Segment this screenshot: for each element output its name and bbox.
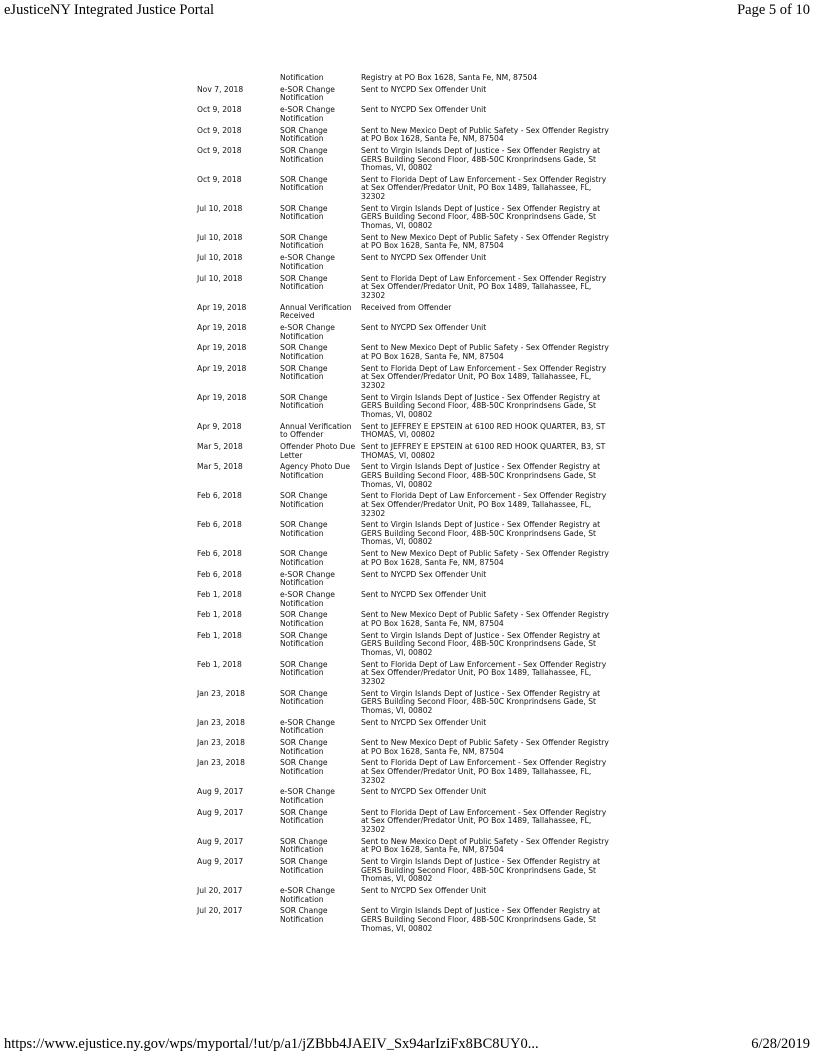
row-description: Sent to Virgin Islands Dept of Justice - Sex Offender Registry at GERS Building Second Floor, 48B-50C Kronprindsens Gade, St Thomas, VI, 00802 <box>361 203 601 231</box>
table-row <box>197 571 617 588</box>
table-row <box>197 858 617 884</box>
row-description: Sent to New Mexico Dept of Public Safety - Sex Offender Registry at PO Box 1628, Santa Fe, NM, 87504 <box>361 549 609 567</box>
row-description: Sent to Virgin Islands Dept of Justice - Sex Offender Registry at GERS Building Second Floor, 48B-50C Kronprindsens Gade, St Thomas, VI, 00802 <box>361 392 601 419</box>
row-type: SOR Change Notification <box>280 630 328 649</box>
table-row <box>197 344 617 361</box>
row-type: e-SOR Change Notification <box>280 886 335 904</box>
row-date: Jan 23, 2018 <box>197 688 245 698</box>
table-row <box>197 550 617 567</box>
row-description: Sent to New Mexico Dept of Public Safety - Sex Offender Registry at PO Box 1628, Santa Fe, NM, 87504 <box>361 125 609 144</box>
row-description: Sent to New Mexico Dept of Public Safety - Sex Offender Registry at PO Box 1628, Santa Fe, NM, 87504 <box>361 232 609 251</box>
row-description: Sent to NYCPD Sex Offender Unit <box>361 787 487 797</box>
row-description: Sent to Florida Dept of Law Enforcement - Sex Offender Registry at Sex Offender/Predator Unit, PO Box 1489, Tallahassee, FL, 32302 <box>361 758 607 785</box>
table-row <box>197 690 617 716</box>
row-type: Notification <box>280 73 324 82</box>
table-row <box>197 127 617 144</box>
table-row <box>197 86 617 103</box>
row-date: Nov 7, 2018 <box>197 84 244 94</box>
table-row <box>197 759 617 785</box>
row-type: Annual Verification Received <box>280 302 352 321</box>
row-description: Sent to JEFFREY E EPSTEIN at 6100 RED HOOK QUARTER, B3, ST THOMAS, VI, 00802 <box>361 441 606 460</box>
table-row <box>197 443 617 460</box>
row-description: Sent to Virgin Islands Dept of Justice - Sex Offender Registry at GERS Building Second Floor, 48B-50C Kronprindsens Gade, St Thomas, VI, 00802 <box>361 520 601 547</box>
row-type: e-SOR Change Notification <box>280 787 335 805</box>
row-date: Jul 20, 2017 <box>197 906 243 916</box>
row-type: SOR Change Notification <box>280 273 328 292</box>
row-description: Sent to NYCPD Sex Offender Unit <box>361 253 487 263</box>
row-description: Sent to Florida Dept of Law Enforcement - Sex Offender Registry at Sex Offender/Predator Unit, PO Box 1489, Tallahassee, FL, 32302 <box>361 363 607 390</box>
row-type: SOR Change Notification <box>280 343 328 361</box>
table-row <box>197 611 617 628</box>
row-date: Aug 9, 2017 <box>197 807 244 817</box>
table-row <box>197 275 617 301</box>
row-date: Mar 5, 2018 <box>197 462 243 472</box>
row-description: Sent to Florida Dept of Law Enforcement - Sex Offender Registry at Sex Offender/Predator Unit, PO Box 1489, Tallahassee, FL, 32302 <box>361 174 607 202</box>
row-type: SOR Change Notification <box>280 203 328 222</box>
row-type: Offender Photo Due Letter <box>280 441 356 460</box>
row-type: SOR Change Notification <box>280 758 328 776</box>
row-type: SOR Change Notification <box>280 857 328 875</box>
row-description: Sent to NYCPD Sex Offender Unit <box>361 590 487 599</box>
row-date: Feb 1, 2018 <box>197 610 242 620</box>
row-description: Sent to Virgin Islands Dept of Justice - Sex Offender Registry at GERS Building Second Floor, 48B-50C Kronprindsens Gade, St Thomas, VI, 00802 <box>361 906 601 933</box>
row-type: SOR Change Notification <box>280 520 328 538</box>
row-date: Jan 23, 2018 <box>197 758 245 768</box>
table-row <box>197 234 617 251</box>
row-date: Aug 9, 2017 <box>197 836 244 846</box>
row-type: SOR Change Notification <box>280 491 328 509</box>
row-description: Sent to Florida Dept of Law Enforcement - Sex Offender Registry at Sex Offender/Predator Unit, PO Box 1489, Tallahassee, FL, 32302 <box>361 659 607 686</box>
row-date <box>197 74 280 83</box>
table-row <box>197 304 617 321</box>
footer-url: https://www.ejustice.ny.gov/wps/myportal/!ut/p/a1/jZBbb4JAEIV_Sx94arIziFx8BC8UY0... <box>4 1036 539 1052</box>
row-date: Feb 1, 2018 <box>197 630 242 640</box>
table-row <box>197 106 617 123</box>
row-type: SOR Change Notification <box>280 232 328 251</box>
row-type: SOR Change Notification <box>280 807 328 826</box>
footer-date: 6/28/2019 <box>751 1036 810 1052</box>
row-type: Agency Photo Due Notification <box>280 462 350 480</box>
row-date: Feb 6, 2018 <box>197 549 242 559</box>
table-row <box>197 324 617 341</box>
row-description: Sent to New Mexico Dept of Public Safety - Sex Offender Registry at PO Box 1628, Santa Fe, NM, 87504 <box>361 610 609 628</box>
row-date: Oct 9, 2018 <box>197 174 242 184</box>
row-date: Feb 6, 2018 <box>197 569 242 579</box>
row-description: Sent to NYCPD Sex Offender Unit <box>361 105 487 115</box>
row-date: Jan 23, 2018 <box>197 717 245 727</box>
row-description: Sent to Virgin Islands Dept of Justice - Sex Offender Registry at GERS Building Second Floor, 48B-50C Kronprindsens Gade, St Thomas, VI, 00802 <box>361 857 601 884</box>
table-row <box>197 661 617 687</box>
row-type: e-SOR Change Notification <box>280 253 335 271</box>
page-number: Page 5 of 10 <box>737 2 810 18</box>
table-row <box>197 739 617 756</box>
row-description: Sent to New Mexico Dept of Public Safety - Sex Offender Registry at PO Box 1628, Santa Fe, NM, 87504 <box>361 738 609 756</box>
row-description: Sent to NYCPD Sex Offender Unit <box>361 717 487 727</box>
table-row <box>197 719 617 736</box>
row-description: Sent to Virgin Islands Dept of Justice - Sex Offender Registry at GERS Building Second Floor, 48B-50C Kronprindsens Gade, St Thomas, VI, 00802 <box>361 462 601 489</box>
table-row <box>197 423 617 440</box>
row-description: Sent to Florida Dept of Law Enforcement - Sex Offender Registry at Sex Offender/Predator Unit, PO Box 1489, Tallahassee, FL, 32302 <box>361 273 607 300</box>
row-date: Oct 9, 2018 <box>197 125 242 135</box>
row-description: Sent to NYCPD Sex Offender Unit <box>361 84 487 94</box>
table-row <box>197 788 617 805</box>
row-description: Sent to Virgin Islands Dept of Justice - Sex Offender Registry at GERS Building Second Floor, 48B-50C Kronprindsens Gade, St Thomas, VI, 00802 <box>361 688 601 715</box>
table-row <box>197 205 617 231</box>
row-date: Apr 19, 2018 <box>197 363 247 373</box>
row-date: Apr 19, 2018 <box>197 302 247 312</box>
row-description: Sent to NYCPD Sex Offender Unit <box>361 886 487 896</box>
table-row <box>197 591 617 608</box>
row-type: SOR Change Notification <box>280 125 328 144</box>
row-date: Oct 9, 2018 <box>197 145 242 155</box>
row-type: SOR Change Notification <box>280 174 328 193</box>
table-row <box>197 809 617 835</box>
table-row <box>197 492 617 518</box>
row-type: SOR Change Notification <box>280 906 328 925</box>
row-type: SOR Change Notification <box>280 836 328 855</box>
row-type: SOR Change Notification <box>280 392 328 411</box>
row-type: e-SOR Change Notification <box>280 105 335 123</box>
row-type: e-SOR Change Notification <box>280 322 335 341</box>
row-description: Sent to NYCPD Sex Offender Unit <box>361 322 487 332</box>
row-description: Received from Offender <box>361 302 452 312</box>
row-type: e-SOR Change Notification <box>280 717 335 736</box>
table-row <box>197 74 617 83</box>
table-row <box>197 463 617 489</box>
row-type: SOR Change Notification <box>280 145 328 164</box>
row-date: Aug 9, 2017 <box>197 857 244 867</box>
row-type: SOR Change Notification <box>280 659 328 678</box>
row-date: Oct 9, 2018 <box>197 105 242 115</box>
page-header-title: eJusticeNY Integrated Justice Portal <box>4 2 215 18</box>
table-row <box>197 521 617 547</box>
table-row <box>197 887 617 904</box>
row-date: Apr 19, 2018 <box>197 322 247 332</box>
row-date: Feb 6, 2018 <box>197 520 242 530</box>
row-date: Jan 23, 2018 <box>197 738 245 748</box>
table-row <box>197 394 617 420</box>
row-date: Apr 19, 2018 <box>197 343 247 353</box>
row-description: Sent to Virgin Islands Dept of Justice - Sex Offender Registry at GERS Building Second Floor, 48B-50C Kronprindsens Gade, St Thomas, VI, 00802 <box>361 630 601 657</box>
table-row <box>197 365 617 391</box>
table-row <box>197 838 617 855</box>
table-row <box>197 254 617 271</box>
row-date: Feb 6, 2018 <box>197 491 242 501</box>
row-description: Sent to Florida Dept of Law Enforcement - Sex Offender Registry at Sex Offender/Predator Unit, PO Box 1489, Tallahassee, FL, 32302 <box>361 807 607 834</box>
row-description: Sent to Florida Dept of Law Enforcement - Sex Offender Registry at Sex Offender/Predator Unit, PO Box 1489, Tallahassee, FL, 32302 <box>361 491 607 518</box>
row-description: Sent to NYCPD Sex Offender Unit <box>361 569 487 579</box>
table-row <box>197 632 617 658</box>
row-description: Registry at PO Box 1628, Santa Fe, NM, 87504 <box>361 73 538 82</box>
table-row <box>197 907 617 933</box>
row-type: Annual Verification to Offender <box>280 421 352 440</box>
row-description: Sent to JEFFREY E EPSTEIN at 6100 RED HOOK QUARTER, B3, ST THOMAS, VI, 00802 <box>361 421 606 440</box>
row-description: Sent to Virgin Islands Dept of Justice - Sex Offender Registry at GERS Building Second Floor, 48B-50C Kronprindsens Gade, St Thomas, VI, 00802 <box>361 145 601 173</box>
row-type: e-SOR Change Notification <box>280 84 335 103</box>
table-row <box>197 176 617 202</box>
row-date: Jul 10, 2018 <box>197 203 243 213</box>
row-type: SOR Change Notification <box>280 549 328 567</box>
row-date: Aug 9, 2017 <box>197 787 244 797</box>
row-description: Sent to New Mexico Dept of Public Safety - Sex Offender Registry at PO Box 1628, Santa Fe, NM, 87504 <box>361 836 609 855</box>
row-date: Apr 9, 2018 <box>197 421 242 431</box>
row-date: Apr 19, 2018 <box>197 392 247 402</box>
row-date: Mar 5, 2018 <box>197 441 243 451</box>
row-type: e-SOR Change Notification <box>280 569 335 588</box>
table-row <box>197 147 617 173</box>
row-date: Feb 1, 2018 <box>197 659 242 669</box>
row-date: Jul 10, 2018 <box>197 273 243 283</box>
row-type: SOR Change Notification <box>280 688 328 707</box>
row-date: Feb 1, 2018 <box>197 590 242 599</box>
row-type: SOR Change Notification <box>280 610 328 628</box>
row-type: SOR Change Notification <box>280 363 328 382</box>
row-date: Jul 10, 2018 <box>197 232 243 242</box>
row-type: e-SOR Change Notification <box>280 590 335 608</box>
row-type: SOR Change Notification <box>280 738 328 756</box>
row-date: Jul 10, 2018 <box>197 253 243 263</box>
notification-log-table <box>197 74 617 936</box>
row-date: Jul 20, 2017 <box>197 886 243 896</box>
row-description: Sent to New Mexico Dept of Public Safety - Sex Offender Registry at PO Box 1628, Santa Fe, NM, 87504 <box>361 343 609 361</box>
